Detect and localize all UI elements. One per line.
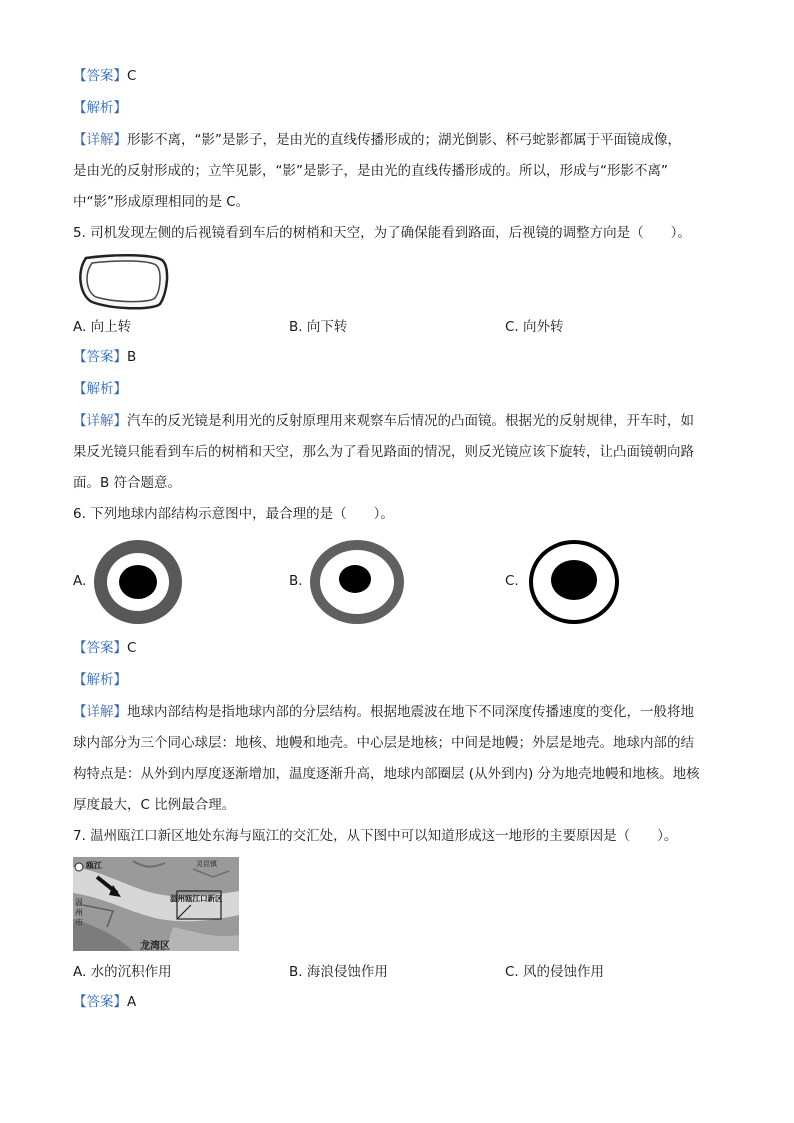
analysis-line-q6 <box>73 670 127 690</box>
q5-option-a: A. 向上转 <box>73 319 132 335</box>
answer-value: C <box>127 640 137 656</box>
detail-q6-line-3: 构特点是：从外到内厚度逐渐增加，温度逐渐升高，地球内部圈层 (从外到内) 分为地壳地幔和地核。地核 <box>73 766 700 782</box>
detail-q4-line-3: 中“影”形成原理相同的是 C。 <box>73 194 250 210</box>
earth-structure-diagram-b <box>308 538 406 626</box>
detail-tag: 【详解】 <box>73 413 127 429</box>
detail-q6-line-4: 厚度最大，C 比例最合理。 <box>73 797 236 813</box>
answer-line-q5 <box>73 347 136 367</box>
map-label-new-district: 温州瓯江口新区 <box>170 894 223 903</box>
detail-q6-line-1 <box>73 702 694 722</box>
answer-line-q6 <box>73 638 136 658</box>
detail-q4-line-2: 是由光的反射形成的；立竿见影，“影”是影子，是由光的直线传播形成的。所以，形成与“形影不离” <box>73 163 668 179</box>
detail-tag: 【详解】 <box>73 704 127 720</box>
answer-tag: 【答案】 <box>73 994 127 1010</box>
q7-option-b: B. 海浪侵蚀作用 <box>289 964 388 980</box>
answer-line-q4 <box>73 66 136 86</box>
map-label-ou-river: 瓯江 <box>86 861 102 870</box>
map-label-wenzhou-city: 温州市 <box>75 898 83 927</box>
detail-q5-line-2: 果反光镜只能看到车后的树梢和天空，那么为了看见路面的情况，则反光镜应该下旋转，让凸面镜朝向路 <box>73 444 694 460</box>
q6-option-c-label: C. <box>505 573 519 589</box>
detail-tag: 【详解】 <box>73 132 127 148</box>
map-label-longwan-district: 龙湾区 <box>140 941 170 952</box>
detail-text: 地球内部结构是指地球内部的分层结构。根据地震波在地下不同深度传播速度的变化，一般将地 <box>127 704 694 720</box>
q5-option-b: B. 向下转 <box>289 319 348 335</box>
analysis-tag: 【解析】 <box>73 672 127 688</box>
answer-tag: 【答案】 <box>73 349 127 365</box>
q6-option-a-label: A. <box>73 573 87 589</box>
answer-line-q7 <box>73 992 136 1012</box>
question-6-stem: 6. 下列地球内部结构示意图中，最合理的是（ ）。 <box>73 506 394 522</box>
rearview-mirror-image <box>74 252 174 312</box>
detail-text: 形影不离，“影”是影子，是由光的直线传播形成的；湖光倒影、杯弓蛇影都属于平面镜成像， <box>127 132 681 148</box>
analysis-tag: 【解析】 <box>73 100 127 116</box>
analysis-line-q5 <box>73 379 127 399</box>
earth-structure-diagram-a <box>92 538 184 626</box>
q5-option-c: C. 向外转 <box>505 319 564 335</box>
map-label-lingkun-town: 灵昆镇 <box>196 860 217 868</box>
answer-tag: 【答案】 <box>73 640 127 656</box>
answer-value: B <box>127 349 137 365</box>
analysis-line-q4 <box>73 98 127 118</box>
earth-structure-diagram-c <box>527 538 621 626</box>
question-5-stem: 5. 司机发现左侧的后视镜看到车后的树梢和天空，为了确保能看到路面，后视镜的调整方向是（ ）。 <box>73 225 691 241</box>
q7-option-a: A. 水的沉积作用 <box>73 964 172 980</box>
q6-option-b-label: B. <box>289 573 303 589</box>
answer-value: C <box>127 68 137 84</box>
answer-tag: 【答案】 <box>73 68 127 84</box>
analysis-tag: 【解析】 <box>73 381 127 397</box>
detail-q6-line-2: 球内部分为三个同心球层：地核、地幔和地壳。中心层是地核；中间是地幔；外层是地壳。地球内部的结 <box>73 735 694 751</box>
q7-option-c: C. 风的侵蚀作用 <box>505 964 605 980</box>
question-7-stem: 7. 温州瓯江口新区地处东海与瓯江的交汇处，从下图中可以知道形成这一地形的主要原因是（ ）。 <box>73 828 678 844</box>
answer-value: A <box>127 994 137 1010</box>
detail-q5-line-1 <box>73 411 694 431</box>
detail-q4-line-1 <box>73 130 681 150</box>
detail-q5-line-3: 面。B 符合题意。 <box>73 475 182 491</box>
detail-text: 汽车的反光镜是利用光的反射原理用来观察车后情况的凸面镜。根据光的反射规律，开车时，如 <box>127 413 694 429</box>
